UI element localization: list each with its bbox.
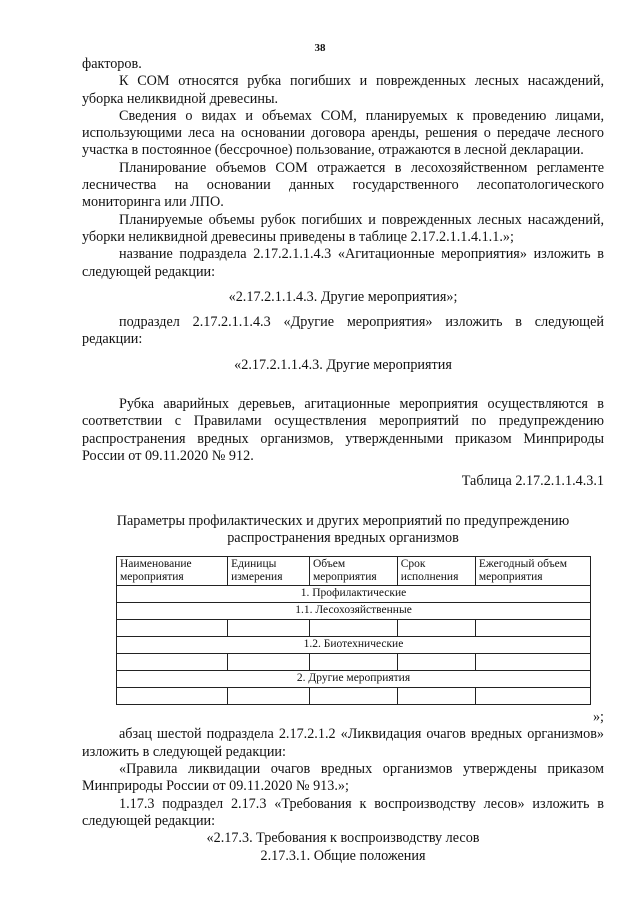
table-label: Таблица 2.17.2.1.1.4.3.1	[461, 473, 604, 490]
paragraph: «2.17.2.1.1.4.3. Другие мероприятия»;	[228, 288, 458, 305]
table-header-row	[117, 557, 591, 586]
table-cell	[117, 654, 228, 671]
paragraph: К СОМ относятся рубка погибших и поврежденных лесных насаждений, уборка неликвидной древесины.	[82, 73, 604, 107]
table-section-row	[117, 586, 591, 603]
paragraph: Планируемые объемы рубок погибших и поврежденных лесных насаждений, уборки неликвидной древесины приведены в таблице 2.17.2.1.1.4.1.1.»;	[82, 211, 604, 245]
table-cell	[475, 654, 590, 671]
paragraph: Планирование объемов СОМ отражается в лесохозяйственном регламенте лесничества на основании данных государственного лесопатологического мониторинга или ЛПО.	[82, 159, 604, 211]
paragraph: название подраздела 2.17.2.1.1.4.3 «Агитационные мероприятия» изложить в следующей редакции:	[82, 246, 604, 280]
table-row	[117, 654, 591, 671]
paragraph: «Правила ликвидации очагов вредных организмов утверждены приказом Минприроды России от 09.11.2020 № 913.»;	[82, 761, 604, 795]
table-section-cell: 2. Другие мероприятия	[117, 671, 591, 688]
table-section-cell: 1.2. Биотехнические	[117, 637, 591, 654]
section-heading: «2.17.2.1.1.4.3. Другие мероприятия	[234, 356, 452, 373]
table-section-row	[117, 603, 591, 620]
closing-quote: »;	[592, 709, 604, 726]
table-cell	[475, 688, 590, 705]
table-cell	[397, 688, 475, 705]
paragraph: факторов.	[82, 56, 142, 72]
table-cell	[228, 688, 310, 705]
table-row	[117, 688, 591, 705]
paragraph: 1.17.3 подраздел 2.17.3 «Требования к воспроизводству лесов» изложить в следующей редакции:	[82, 795, 604, 829]
section-heading: «2.17.3. Требования к воспроизводству лесов	[206, 830, 480, 847]
table-cell	[397, 620, 475, 637]
table-cell	[117, 620, 228, 637]
table-section-cell: 1. Профилактические	[117, 586, 591, 603]
table-section-row	[117, 671, 591, 688]
table-cell	[309, 688, 397, 705]
table-section-cell: 1.1. Лесохозяйственные	[117, 603, 591, 620]
table-header-cell: Ежегодный объем мероприятия	[475, 557, 590, 586]
table-cell	[309, 654, 397, 671]
table-header-cell: Срок исполнения	[397, 557, 475, 586]
table-title: Параметры профилактических и других мероприятий по предупреждению распространения вредных организмов	[116, 512, 570, 546]
measures-table	[116, 556, 591, 705]
table-header-cell: Наименование мероприятия	[117, 557, 228, 586]
table-header-cell: Объем мероприятия	[309, 557, 397, 586]
table-row	[117, 620, 591, 637]
page-number: 38	[314, 42, 326, 54]
table-cell	[475, 620, 590, 637]
table-section-row	[117, 637, 591, 654]
table-cell	[228, 654, 310, 671]
table-cell	[309, 620, 397, 637]
paragraph: Сведения о видах и объемах СОМ, планируемых к проведению лицами, использующими леса на основании договора аренды, решения о передаче лесного участка в постоянное (бессрочное) пользование, отражаются в лесной декларации.	[82, 107, 604, 159]
table-cell	[117, 688, 228, 705]
table-cell	[228, 620, 310, 637]
paragraph: абзац шестой подраздела 2.17.2.1.2 «Ликвидация очагов вредных организмов» изложить в следующей редакции:	[82, 726, 604, 760]
table-cell	[397, 654, 475, 671]
paragraph: Рубка аварийных деревьев, агитационные мероприятия осуществляются в соответствии с Правилами осуществления мероприятий по предупреждению распространения вредных организмов, утвержденными приказом Минприроды России от 09.11.2020 № 912.	[82, 396, 604, 464]
section-heading: 2.17.3.1. Общие положения	[260, 847, 426, 864]
table-header-cell: Единицы измерения	[228, 557, 310, 586]
document-body	[82, 56, 604, 865]
paragraph: подраздел 2.17.2.1.1.4.3 «Другие мероприятия» изложить в следующей редакции:	[82, 314, 604, 348]
